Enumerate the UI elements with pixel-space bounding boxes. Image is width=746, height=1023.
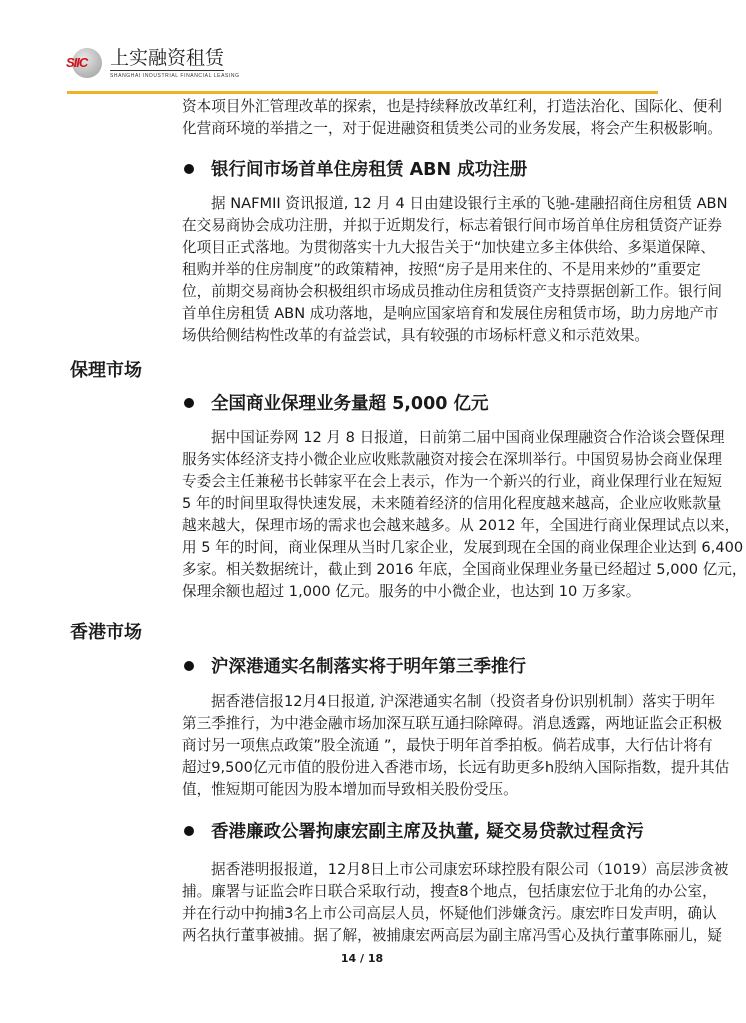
text-line: 租购并举的住房制度”的政策精神，按照“房子是用来住的、不是用来炒的”重要定 <box>182 261 701 278</box>
text-line: 化营商环境的举措之一，对于促进融资租赁类公司的业务发展，将会产生积极影响。 <box>182 120 722 137</box>
article-heading <box>182 391 489 417</box>
text-line: 并在行动中拘捕3名上市公司高层人员，怀疑他们涉嫌贪污。康宏昨日发声明，确认 <box>182 905 717 922</box>
header-divider <box>67 91 658 94</box>
text-line: 商讨另一项焦点政策”股全流通 ”，最快于明年首季拍板。倘若成事，大行估计将有 <box>182 737 713 754</box>
article-paragraph <box>182 193 728 347</box>
text-line: 资本项目外汇管理改革的探索，也是持续释放改革红利，打造法治化、国际化、便利 <box>182 98 722 115</box>
article-paragraph <box>182 427 746 603</box>
text-line: 多家。相关数据统计，截止到 2016 年底，全国商业保理业务量已经超过 5,000 亿元， <box>182 561 746 578</box>
text-line: 5 年的时间里取得快速发展，未来随着经济的信用化程度越来越高，企业应收账款量 <box>182 495 722 512</box>
article-heading <box>182 819 644 845</box>
article-title: 香港廉政公署拘康宏副主席及执董, 疑交易贷款过程贪污 <box>211 822 644 842</box>
text-line: 专委会主任兼秘书长韩家平在会上表示，作为一个新兴的行业，商业保理行业在短短 <box>182 473 722 490</box>
text-line: 服务实体经济支持小微企业应收账款融资对接会在深圳举行。中国贸易协会商业保理 <box>182 451 722 468</box>
text-line: 首单住房租赁 ABN 成功落地，是响应国家培育和发展住房租赁市场，助力房地产市 <box>182 305 719 322</box>
text-line: 据香港信报12月4日报道, 沪深港通实名制（投资者身份识别机制）落实于明年 <box>211 693 716 710</box>
company-logo <box>66 46 240 82</box>
bullet-icon <box>184 164 194 174</box>
text-line: 超过9,500亿元市值的股份进入香港市场，长远有助更多h股纳入国际指数，提升其估 <box>182 759 730 776</box>
text-line: 据 NAFMII 资讯报道, 12 月 4 日由建设银行主承的飞驰-建融招商住房租赁 ABN <box>211 195 728 212</box>
text-line: 捕。廉署与证监会昨日联合采取行动，搜查8个地点，包括康宏位于北角的办公室， <box>182 883 717 900</box>
article-heading <box>182 654 526 680</box>
bullet-icon <box>184 661 194 671</box>
article-paragraph <box>182 859 729 947</box>
text-line: 场供给侧结构性改革的有益尝试，具有较强的市场标杆意义和示范效果。 <box>182 327 650 344</box>
text-line: 值，惟短期可能因为股本增加而导致相关股份受压。 <box>182 781 518 798</box>
text-line: 用 5 年的时间，商业保理从当时几家企业，发展到现在全国的商业保理企业达到 6,400 <box>182 539 744 556</box>
text-line: 保理余额也超过 1,000 亿元。服务的中小微企业，也达到 10 万多家。 <box>182 583 641 600</box>
section-heading: 保理市场 <box>70 360 142 381</box>
text-line: 第三季推行，为中港金融市场加深互联互通扫除障碍。消息透露，两地证监会正积极 <box>182 715 722 732</box>
section-heading: 香港市场 <box>70 622 142 643</box>
article-title: 全国商业保理业务量超 5,000 亿元 <box>211 394 489 414</box>
article-title: 银行间市场首单住房租赁 ABN 成功注册 <box>211 160 528 180</box>
intro-paragraph <box>182 96 722 140</box>
text-line: 两名执行董事被捕。据了解，被捕康宏两高层为副主席冯雪心及执行董事陈丽儿，疑 <box>182 927 722 944</box>
article-heading <box>182 157 527 183</box>
page-number: 14 / 18 <box>340 952 384 965</box>
logo-english-name: SHANGHAI INDUSTRIAL FINANCIAL LEASING <box>110 73 240 79</box>
logo-chinese-name: 上实融资租赁 <box>110 47 225 69</box>
article-title: 沪深港通实名制落实将于明年第三季推行 <box>211 657 526 677</box>
text-line: 在交易商协会成功注册，并拟于近期发行，标志着银行间市场首单住房租赁资产证券 <box>182 217 722 234</box>
text-line: 据香港明报报道，12月8日上市公司康宏环球控股有限公司（1019）高层涉贪被 <box>211 861 729 878</box>
text-line: 据中国证券网 12 月 8 日报道，日前第二届中国商业保理融资合作洽谈会暨保理 <box>211 429 725 446</box>
text-line: 位，前期交易商协会积极组织市场成员推动住房租赁资产支持票据创新工作。银行间 <box>182 283 722 300</box>
bullet-icon <box>184 398 194 408</box>
bullet-icon <box>184 826 194 836</box>
text-line: 化项目正式落地。为贯彻落实十九大报告关于“加快建立多主体供给、多渠道保障、 <box>182 239 715 256</box>
logo-mark: SIIC <box>66 55 88 70</box>
text-line: 越来越大，保理市场的需求也会越来越多。从 2012 年，全国进行商业保理试点以来， <box>182 517 740 534</box>
article-paragraph <box>182 691 730 801</box>
